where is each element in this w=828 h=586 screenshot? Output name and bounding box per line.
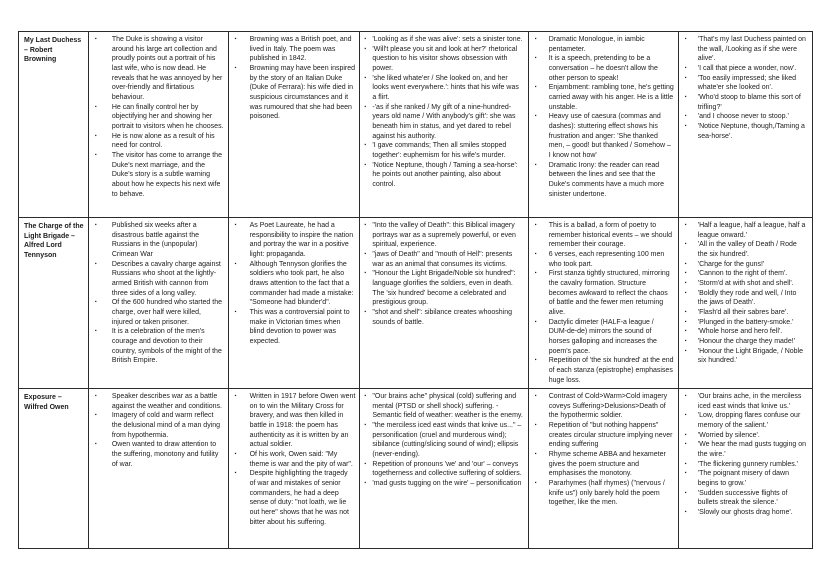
bullet-square-icon: ▪ <box>534 36 537 42</box>
bullet-item <box>682 64 808 74</box>
bullet-item <box>682 221 808 240</box>
bullet-square-icon: ▪ <box>94 412 97 419</box>
bullet-item <box>92 411 224 440</box>
bullet-square-icon: ▪ <box>234 451 237 458</box>
bullet-text: 'Too easily impressed; she liked whate'er she looked on'. <box>697 74 796 92</box>
bullet-square-icon: ▪ <box>684 489 687 496</box>
bullet-text: Describes a cavalry charge against Russians who shoot at the lightly-armed British with cannon from three sides of a long valley. <box>111 260 221 297</box>
bullet-text: 'Whole horse and hero fell'. <box>697 328 783 336</box>
bullet-item <box>682 93 808 112</box>
cell-language <box>360 389 528 549</box>
bullet-text: 'Looking as if she was alive': sets a sinister tone. <box>372 36 523 43</box>
bullet-text: 'Slowly our ghosts drag home'. <box>697 509 793 517</box>
bullet-item <box>532 421 674 450</box>
bullet-item <box>682 74 808 93</box>
cell-context <box>229 389 361 549</box>
bullet-text: 'The flickering gunnery rumbles.' <box>697 460 799 468</box>
bullet-item <box>92 221 224 260</box>
cell-summary <box>89 32 229 218</box>
bullet-square-icon: ▪ <box>684 93 687 100</box>
bullet-text: "shot and shell": sibilance creates whooshing sounds of battle. <box>372 308 512 326</box>
bullet-square-icon: ▪ <box>234 260 237 267</box>
bullet-text: 'Storm'd at with shot and shell'. <box>697 279 794 287</box>
bullet-item <box>682 289 808 308</box>
bullet-text: 'Worried by silence'. <box>697 431 760 439</box>
bullet-item <box>682 327 808 337</box>
poem-title: My Last Duchess – Robert Browning <box>19 32 89 218</box>
bullet-item <box>232 392 356 450</box>
cell-quotes <box>679 218 813 389</box>
bullet-text: Owen wanted to draw attention to the suffering, monotony and futility of war. <box>111 441 219 468</box>
bullet-text: Repetition of "but nothing happens" creates circular structure implying never ending suffering <box>548 422 673 449</box>
bullet-square-icon: ▪ <box>94 36 97 42</box>
bullet-item <box>363 250 523 269</box>
bullet-text: 'Sudden successive flights of bullets streak the silence.' <box>697 489 788 507</box>
bullet-text: 'We hear the mad gusts tugging on the wire.' <box>697 441 806 459</box>
bullet-square-icon: ▪ <box>364 103 367 110</box>
bullet-item <box>232 260 356 308</box>
bullet-item <box>682 508 808 518</box>
bullet-square-icon: ▪ <box>684 337 687 344</box>
bullet-item <box>232 469 356 527</box>
table-row <box>19 32 813 218</box>
bullet-square-icon: ▪ <box>234 393 237 400</box>
bullet-text: 'and I choose never to stoop.' <box>697 113 789 121</box>
bullet-text: Repetition of pronouns 'we' and 'our' – conveys togetherness and collective suffering of soldiers. <box>372 460 522 478</box>
bullet-text: Written in 1917 before Owen went on to win the Military Cross for bravery, and was then killed in battle in 1918: the poem has authenticity as it is written by an actual soldier. <box>249 393 356 449</box>
bullet-text: Heavy use of caesura (commas and dashes): stuttering effect shows his frustration and anger: 'She thanked men, – good! but thanked / Somehow – I know not how' <box>548 113 671 159</box>
bullet-square-icon: ▪ <box>234 470 237 477</box>
bullet-square-icon: ▪ <box>534 422 537 429</box>
bullet-item <box>532 356 674 385</box>
bullet-square-icon: ▪ <box>94 132 97 139</box>
bullet-item <box>682 469 808 488</box>
bullet-text: Published six weeks after a disastrous battle against the Russians in the (unpopular) Crimean War <box>111 222 200 258</box>
bullet-item <box>363 103 523 142</box>
poetry-revision-table <box>18 31 813 549</box>
bullet-text: 'mad gusts tugging on the wire' – personification <box>372 480 522 488</box>
bullet-item <box>682 489 808 508</box>
bullet-square-icon: ▪ <box>364 45 367 52</box>
bullet-item <box>363 479 523 489</box>
bullet-item <box>363 45 523 74</box>
bullet-text: Dramatic Irony: the reader can read between the lines and see that the Duke's comments have a much more sinister undertone. <box>548 161 665 198</box>
bullet-text: 'Honour the Light Brigade, / Noble six hundred.' <box>697 347 804 365</box>
bullet-text: 'Our brains ache, in the merciless iced east winds that knive us.' <box>697 393 802 410</box>
bullet-square-icon: ▪ <box>534 451 537 458</box>
bullet-item <box>532 221 674 250</box>
bullet-item <box>532 54 674 83</box>
cell-language <box>360 218 528 389</box>
cell-structure <box>529 32 679 218</box>
bullet-square-icon: ▪ <box>94 151 97 158</box>
bullet-item <box>92 103 224 132</box>
bullet-text: 'All in the valley of Death / Rode the six hundred'. <box>697 241 797 258</box>
bullet-item <box>363 460 523 479</box>
bullet-square-icon: ▪ <box>684 393 687 400</box>
bullet-item <box>363 35 523 45</box>
bullet-item <box>92 151 224 199</box>
bullet-item <box>532 269 674 317</box>
bullet-item <box>232 64 356 122</box>
bullet-square-icon: ▪ <box>684 441 687 448</box>
bullet-square-icon: ▪ <box>94 328 97 335</box>
bullet-text: "Into the valley of Death": this Biblical imagery portrays war as a supremely powerful, or even spiritual, experience. <box>372 222 516 249</box>
bullet-square-icon: ▪ <box>534 250 537 257</box>
bullet-text: "the merciless iced east winds that knive us..." – personification (cruel and murderous wind); sibilance (cutting/slicing sound of wind); ellipsis (never-ending). <box>372 422 522 459</box>
bullet-square-icon: ▪ <box>364 142 367 149</box>
bullet-square-icon: ▪ <box>94 103 97 110</box>
poem-title: The Charge of the Light Brigade – Alfred Lord Tennyson <box>19 218 89 389</box>
cell-summary <box>89 389 229 549</box>
bullet-text: Browning was a British poet, and lived in Italy. The poem was published in 1842. <box>249 36 352 63</box>
bullet-item <box>363 392 523 421</box>
bullet-square-icon: ▪ <box>364 250 367 257</box>
bullet-text: "Our brains ache" physical (cold) suffering and mental (PTSD or shell shock) suffering. - Semantic field of weather: weather is the enemy. <box>372 393 523 420</box>
bullet-square-icon: ▪ <box>684 318 687 325</box>
bullet-text: This is a ballad, a form of poetry to remember historical events – we should remember their courage. <box>548 222 673 249</box>
bullet-item <box>682 35 808 64</box>
bullet-text: 'That's my last Duchess painted on the wall, /Looking as if she were alive'. <box>697 36 806 63</box>
cell-summary <box>89 218 229 389</box>
bullet-item <box>682 112 808 122</box>
bullet-square-icon: ▪ <box>684 36 687 42</box>
bullet-square-icon: ▪ <box>534 480 537 487</box>
bullet-item <box>682 308 808 318</box>
bullet-text: The Duke is showing a visitor around his large art collection and proudly points out a portrait of his last wife, who is now dead. He reveals that he was annoyed by her over-friendly and flirtatious behaviour. <box>111 36 223 101</box>
poem-title: Exposure – Wilfred Owen <box>19 389 89 549</box>
bullet-square-icon: ▪ <box>364 161 367 168</box>
cell-quotes <box>679 32 813 218</box>
bullet-square-icon: ▪ <box>534 393 537 400</box>
bullet-item <box>532 450 674 479</box>
bullet-item <box>682 431 808 441</box>
bullet-square-icon: ▪ <box>94 260 97 267</box>
bullet-text: 'Who'd stoop to blame this sort of trifling?' <box>697 93 801 111</box>
bullet-item <box>363 421 523 460</box>
bullet-text: "Honour the Light Brigade/Noble six hundred": language glorifies the soldiers, even in death. The 'six hundred' become a celebrated and prestigious group. <box>372 270 516 307</box>
bullet-item <box>232 221 356 260</box>
bullet-square-icon: ▪ <box>684 74 687 81</box>
bullet-item <box>232 308 356 347</box>
bullet-text: Dactylic dimeter (HALF-a league / DUM-de-de) mirrors the sound of horses galloping and increases the poem's pace. <box>548 318 657 355</box>
bullet-text: The visitor has come to arrange the Duke's next marriage, and the Duke's story is a subtle warning about how he expects his next wife to behave. <box>111 151 222 198</box>
bullet-item <box>532 392 674 421</box>
bullet-square-icon: ▪ <box>684 308 687 315</box>
bullet-item <box>532 35 674 54</box>
bullet-text: 'Flash'd all their sabres bare'. <box>697 308 789 316</box>
bullet-square-icon: ▪ <box>684 64 687 71</box>
bullet-square-icon: ▪ <box>684 279 687 286</box>
bullet-item <box>92 35 224 103</box>
bullet-item <box>682 392 808 411</box>
table-row <box>19 218 813 389</box>
bullet-square-icon: ▪ <box>534 161 537 168</box>
cell-context <box>229 218 361 389</box>
bullet-text: Enjambment: rambling tone, he's getting carried away with his anger. He is a little unstable. <box>548 84 674 111</box>
bullet-text: It is a speech, pretending to be a conversation – he doesn't allow the other person to speak! <box>548 55 658 82</box>
bullet-text: He can finally control her by objectifying her and showing her portrait to visitors when he chooses. <box>111 103 224 130</box>
bullet-text: Repetition of 'the six hundred' at the end of each stanza (epistrophe) emphasises huge loss. <box>548 357 674 384</box>
bullet-text: First stanza tightly structured, mirroring the cavalry formation. Structure becomes awkward to reflect the chaos of battle and the fewer men returning alive. <box>548 270 670 316</box>
bullet-square-icon: ▪ <box>364 222 367 228</box>
bullet-square-icon: ▪ <box>234 36 237 42</box>
bullet-item <box>682 279 808 289</box>
bullet-text: Although Tennyson glorifies the soldiers who took part, he also draws attention to the fact that a commander had made a mistake: "Someone had blunder'd". <box>249 260 354 307</box>
bullet-item <box>232 450 356 469</box>
bullet-item <box>363 141 523 160</box>
bullet-text: 'Half a league, half a league, half a league onward.' <box>697 222 806 239</box>
bullet-square-icon: ▪ <box>234 64 237 71</box>
bullet-text: He is now alone as a result of his need for control. <box>111 132 215 150</box>
bullet-item <box>682 411 808 430</box>
bullet-square-icon: ▪ <box>94 222 97 228</box>
bullet-item <box>363 74 523 103</box>
bullet-text: 'I gave commands; Then all smiles stopped together': euphemism for his wife's murder. <box>372 142 507 159</box>
bullet-text: -'as if she ranked / My gift of a nine-hundred-years old name / With anybody's gift': she was beneath him in status, and yet dared to rebel against his authority. <box>372 103 516 140</box>
bullet-text: Despite highlighting the tragedy of war and mistakes of senior commanders, he had a deep sense of duty: "not loath, we lie out here" shows that he was not bitter about his suffering. <box>249 470 349 526</box>
bullet-item <box>682 347 808 366</box>
bullet-square-icon: ▪ <box>234 222 237 228</box>
bullet-item <box>682 440 808 459</box>
bullet-square-icon: ▪ <box>684 328 687 335</box>
bullet-text: Of the 600 hundred who started the charge, over half were killed, injured or taken prisoner. <box>111 299 222 326</box>
bullet-text: 'Cannon to the right of them'. <box>697 270 788 278</box>
bullet-item <box>232 35 356 64</box>
bullet-text: As Poet Laureate, he had a responsibility to inspire the nation and portray the war in a positive light: propaganda. <box>249 222 354 258</box>
bullet-square-icon: ▪ <box>364 480 367 487</box>
bullet-item <box>363 221 523 250</box>
bullet-square-icon: ▪ <box>684 241 687 248</box>
bullet-item <box>532 83 674 112</box>
bullet-square-icon: ▪ <box>684 509 687 516</box>
bullet-text: "jaws of Death" and "mouth of Hell": presents war as an animal that consumes its victims. <box>372 250 513 268</box>
bullet-text: 'The poignant misery of dawn begins to grow.' <box>697 470 789 488</box>
bullet-square-icon: ▪ <box>364 308 367 315</box>
bullet-item <box>682 460 808 470</box>
cell-quotes <box>679 389 813 549</box>
bullet-text: 'Low, dropping flares confuse our memory of the salient.' <box>697 412 801 430</box>
bullet-text: 'Notice Neptune, though / Taming a sea-horse': he points out another painting, also about control. <box>372 161 518 188</box>
bullet-item <box>682 240 808 259</box>
bullet-text: 'Notice Neptune, though,/Taming a sea-horse'. <box>697 122 805 140</box>
bullet-item <box>363 308 523 327</box>
bullet-item <box>363 161 523 190</box>
bullet-text: This was a controversial point to make in Victorian times when blind devotion to power was expected. <box>249 308 350 345</box>
bullet-item <box>532 161 674 200</box>
bullet-square-icon: ▪ <box>684 412 687 419</box>
cell-structure <box>529 389 679 549</box>
table-row <box>19 389 813 549</box>
bullet-item <box>92 298 224 327</box>
bullet-square-icon: ▪ <box>684 270 687 277</box>
bullet-item <box>532 318 674 357</box>
bullet-square-icon: ▪ <box>364 422 367 429</box>
bullet-item <box>92 392 224 411</box>
bullet-square-icon: ▪ <box>234 308 237 315</box>
bullet-item <box>92 132 224 151</box>
bullet-square-icon: ▪ <box>94 299 97 306</box>
bullet-text: Browning may have been inspired by the story of an Italian Duke (Duke of Ferrara): his wife died in suspicious circumstances and it was rumoured that she had been poisoned. <box>249 64 356 121</box>
bullet-square-icon: ▪ <box>684 347 687 354</box>
bullet-square-icon: ▪ <box>364 74 367 81</box>
bullet-item <box>532 250 674 269</box>
bullet-square-icon: ▪ <box>534 222 537 228</box>
bullet-square-icon: ▪ <box>534 357 537 364</box>
bullet-square-icon: ▪ <box>534 55 537 62</box>
bullet-text: 'Honour the charge they made!' <box>697 337 795 345</box>
bullet-square-icon: ▪ <box>94 393 97 400</box>
bullet-text: It is a celebration of the men's courage and devotion to their country, symbols of the might of the British Empire. <box>111 328 222 365</box>
cell-language <box>360 32 528 218</box>
bullet-text: 'I call that piece a wonder, now'. <box>697 64 797 72</box>
bullet-square-icon: ▪ <box>684 460 687 467</box>
bullet-text: Imagery of cold and warm reflect the delusional mind of a man dying from hypothermia. <box>111 412 221 439</box>
bullet-item <box>92 260 224 299</box>
bullet-square-icon: ▪ <box>364 270 367 277</box>
bullet-square-icon: ▪ <box>364 36 367 42</box>
bullet-square-icon: ▪ <box>684 470 687 477</box>
bullet-text: 'Charge for the guns!' <box>697 260 765 268</box>
cell-context <box>229 32 361 218</box>
bullet-item <box>682 337 808 347</box>
bullet-square-icon: ▪ <box>534 84 537 91</box>
bullet-square-icon: ▪ <box>684 113 687 120</box>
bullet-item <box>682 260 808 270</box>
bullet-item <box>682 269 808 279</box>
cell-structure <box>529 218 679 389</box>
bullet-square-icon: ▪ <box>684 260 687 267</box>
bullet-square-icon: ▪ <box>94 441 97 448</box>
bullet-square-icon: ▪ <box>534 270 537 277</box>
bullet-item <box>532 112 674 160</box>
bullet-text: Dramatic Monologue, in iambic pentameter. <box>548 36 645 53</box>
bullet-text: 6 verses, each representing 100 men who took part. <box>548 250 665 268</box>
bullet-text: 'Will't please you sit and look at her?' rhetorical question to his visitor shows obsession with power. <box>372 45 518 72</box>
bullet-square-icon: ▪ <box>364 460 367 467</box>
bullet-item <box>682 122 808 141</box>
bullet-square-icon: ▪ <box>534 113 537 120</box>
bullet-text: Speaker describes war as a battle against the weather and conditions. <box>111 393 222 410</box>
bullet-item <box>532 479 674 508</box>
bullet-square-icon: ▪ <box>684 431 687 438</box>
bullet-square-icon: ▪ <box>534 318 537 325</box>
bullet-square-icon: ▪ <box>684 222 687 228</box>
bullet-square-icon: ▪ <box>684 122 687 129</box>
bullet-text: Rhyme scheme ABBA and hexameter gives the poem structure and emphasises the monotony. <box>548 451 666 478</box>
bullet-text: Of his work, Owen said: "My theme is war and the pity of war". <box>249 451 353 468</box>
bullet-item <box>363 269 523 308</box>
bullet-text: 'Plunged in the battery-smoke.' <box>697 318 794 326</box>
bullet-square-icon: ▪ <box>364 393 367 400</box>
bullet-item <box>92 440 224 469</box>
bullet-item <box>682 318 808 328</box>
bullet-text: Pararhymes (half rhymes) ("nervous / knife us") only barely hold the poem together, like the men. <box>548 480 665 507</box>
bullet-text: Contrast of Cold>Warm>Cold imagery coveys Suffering>Delusions>Death of the hypothermic soldier. <box>548 393 668 420</box>
bullet-square-icon: ▪ <box>684 289 687 296</box>
bullet-item <box>92 327 224 366</box>
bullet-text: 'Boldly they rode and well, / Into the jaws of Death'. <box>697 289 797 307</box>
bullet-text: 'she liked whate'er / She looked on, and her looks went everywhere.': hints that his wife was a flirt. <box>372 74 519 101</box>
